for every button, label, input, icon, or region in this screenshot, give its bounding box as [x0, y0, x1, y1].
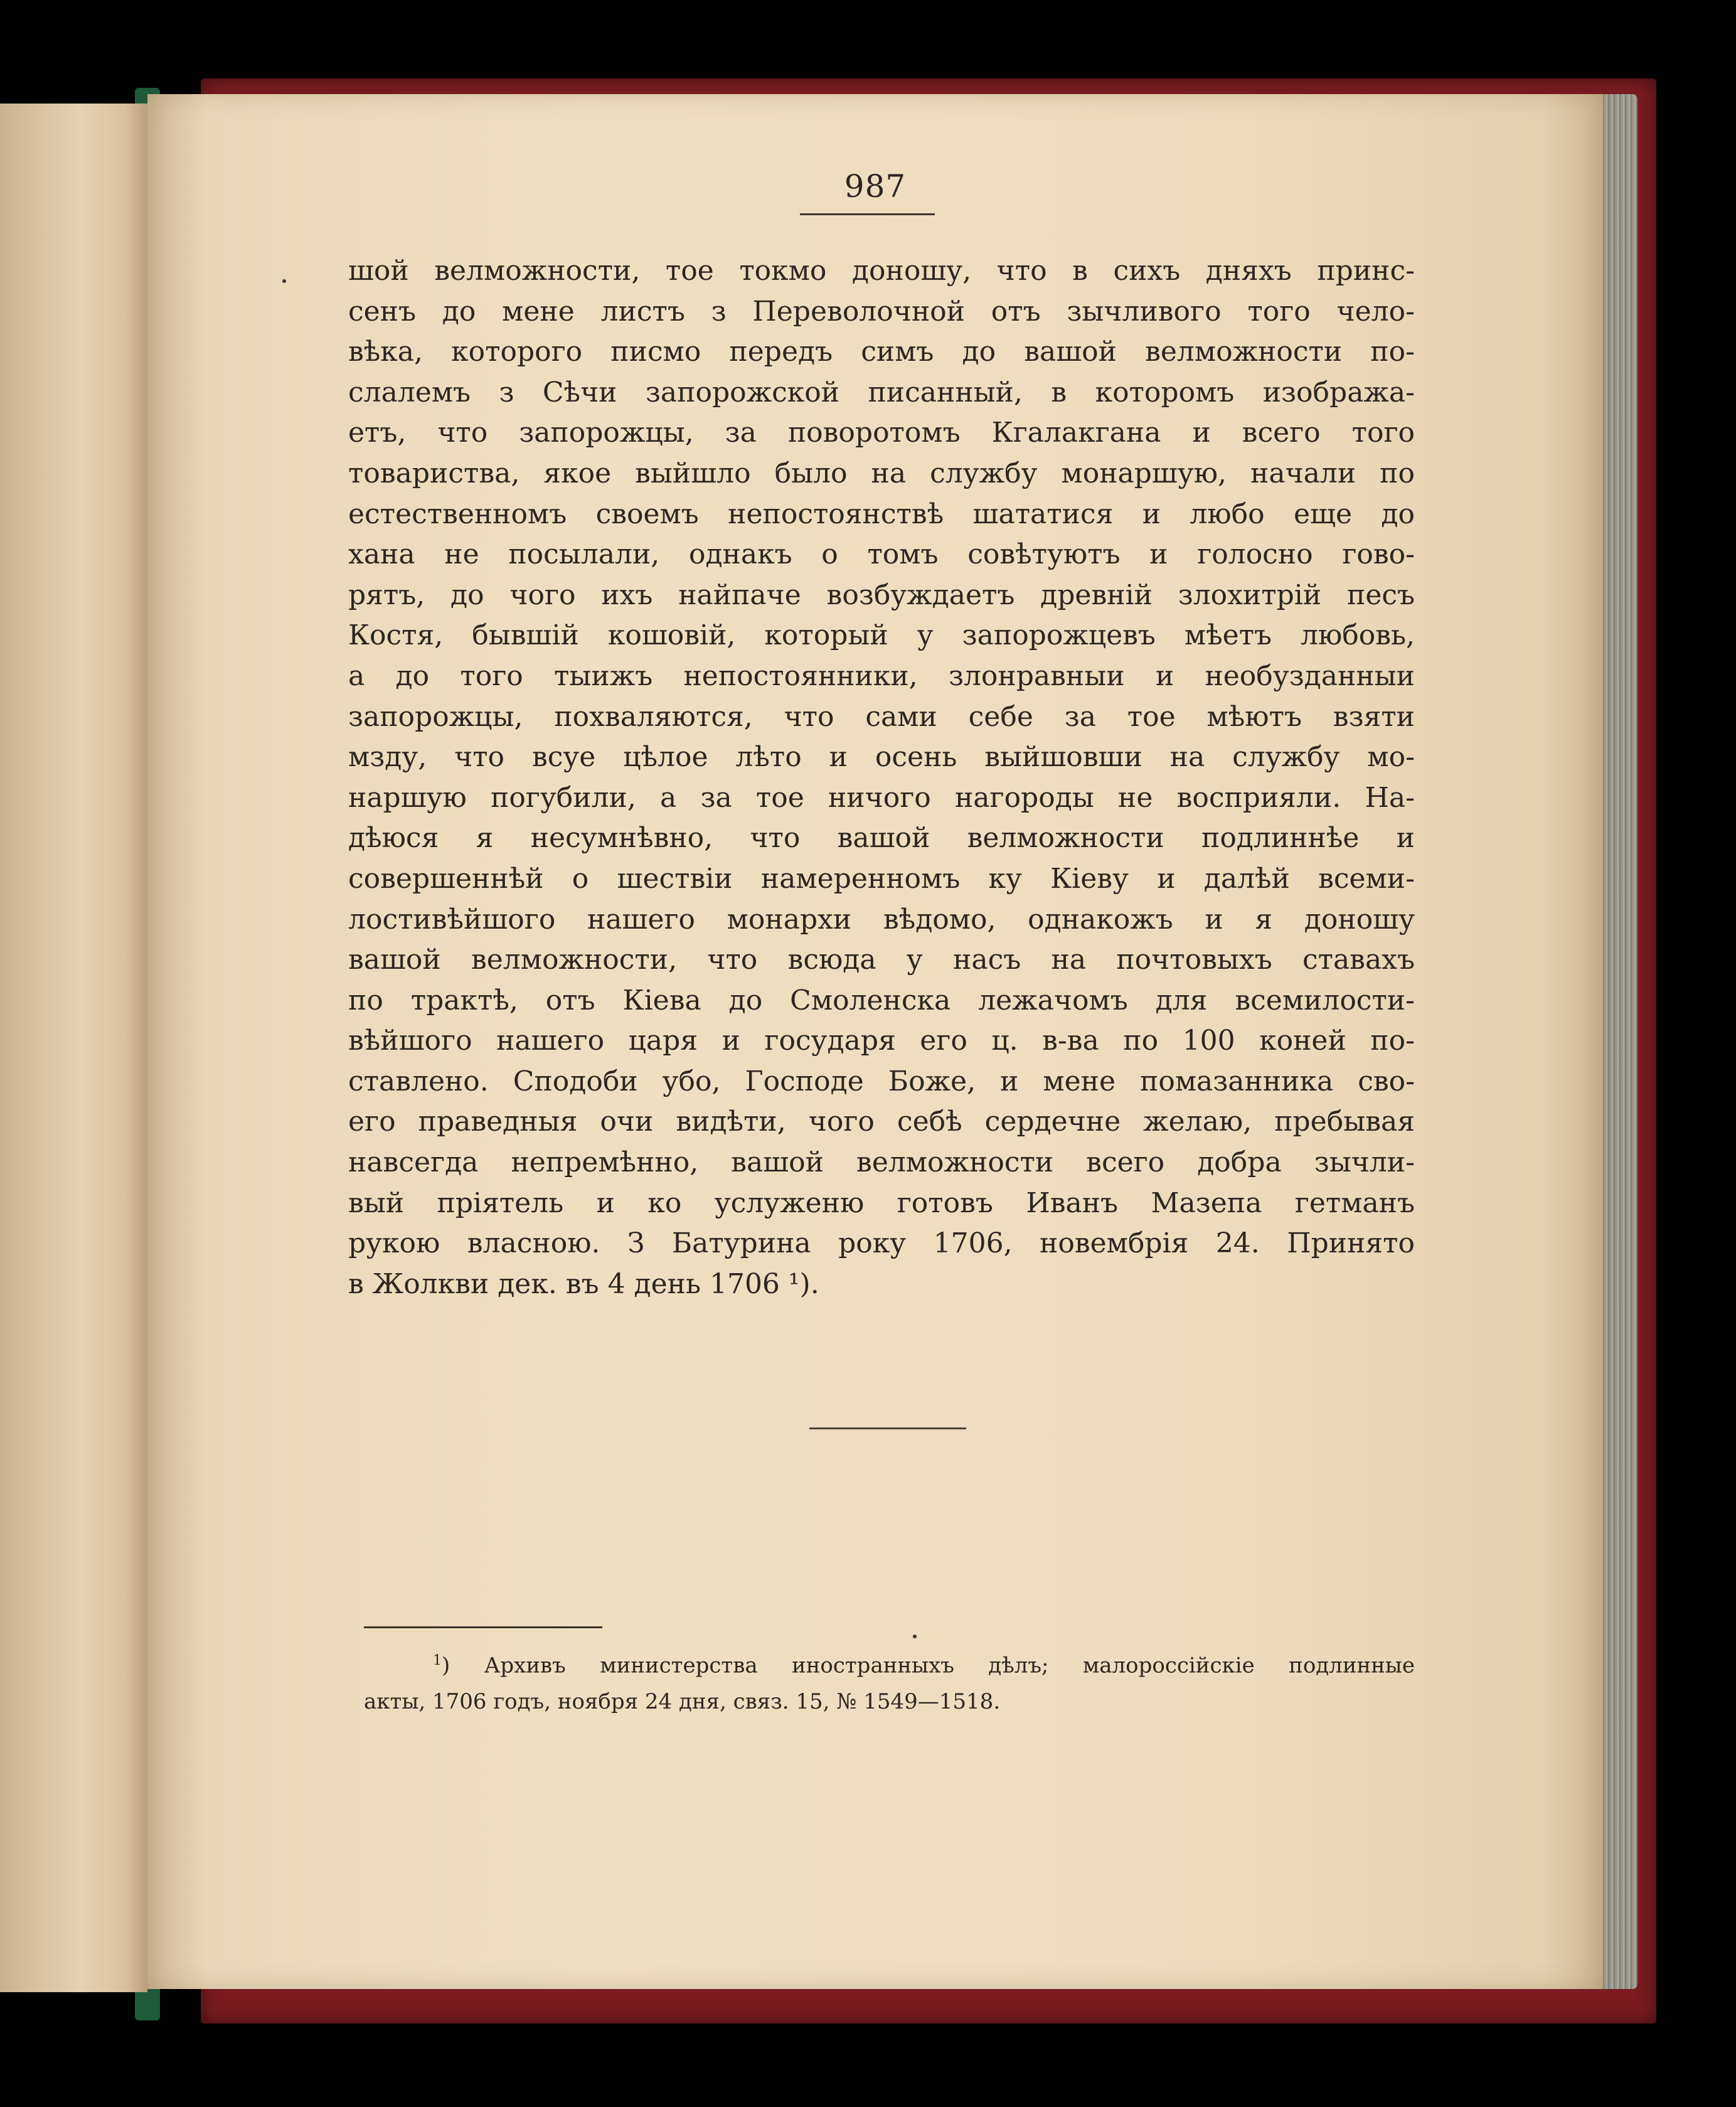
text-line: рукою власною. З Батурина року 1706, новембрія 24. Принято [348, 1227, 1415, 1260]
text-line: навсегда непремѣнно, вашой велможности всего добра зычли- [348, 1146, 1415, 1179]
text-line: вый пріятель и ко услуженю готовъ Иванъ Мазепа гетманъ [348, 1187, 1415, 1219]
footnote-marker: 1 [433, 1653, 442, 1668]
text-line: товариства, якое выйшло было на службу монаршую, начали по [348, 457, 1415, 489]
text-line: ставлено. Сподоби убо, Господе Боже, и мене помазанника сво- [348, 1065, 1415, 1097]
page-number-rule [800, 213, 935, 215]
text-line: а до того тыижъ непостоянники, злонравныи и необузданныи [348, 659, 1415, 692]
text-line: вашой велможности, что всюда у насъ на почтовыхъ ставахъ [348, 944, 1415, 976]
text-line: шой велможности, тое токмо доношу, что в сихъ дняхъ принс- [348, 255, 1415, 287]
text-line: сенъ до мене листъ з Переволочной отъ зычливого того чело- [348, 295, 1415, 328]
text-line: мзду, что всуе цѣлое лѣто и осень выйшовши на службу мо- [348, 741, 1415, 774]
body-text [348, 251, 1415, 1304]
facing-page [0, 104, 147, 1992]
paper-speck [913, 1635, 917, 1638]
section-end-rule [809, 1427, 966, 1429]
paper-speck [282, 279, 286, 283]
footnote-line: акты, 1706 годъ, ноября 24 дня, связ. 15, № 1549—1518. [364, 1689, 1001, 1715]
text-line: совершеннѣй о шествіи намеренномъ ку Кіеву и далѣй всеми- [348, 862, 1415, 895]
text-line: лостивѣйшого нашего монархи вѣдомо, однакожъ и я доношу [348, 903, 1415, 936]
text-line: его праведныя очи видѣти, чого себѣ сердечне желаю, пребывая [348, 1106, 1415, 1138]
footnote [364, 1643, 1415, 1720]
text-line: естественномъ своемъ непостоянствѣ шататися и любо еще до [348, 498, 1415, 530]
text-line: по трактѣ, отъ Кіева до Смоленска лежачомъ для всемилости- [348, 984, 1415, 1016]
text-line: запорожцы, похваляются, что сами себе за тое мѣютъ взяти [348, 700, 1415, 733]
text-line: рятъ, до чого ихъ найпаче возбуждаетъ древній злохитрій песъ [348, 579, 1415, 611]
footnote-text-1: ) Архивъ министерства иностранныхъ дѣлъ; малороссійскіе подлинные [442, 1653, 1415, 1678]
text-line: вѣка, которого писмо передъ симъ до вашой велможности по- [348, 336, 1415, 368]
text-line: вѣйшого нашего царя и государя его ц. в-ва по 100 коней по- [348, 1025, 1415, 1057]
text-line: слалемъ з Сѣчи запорожской писанный, в которомъ изобража- [348, 376, 1415, 408]
text-line: наршую погубили, а за тое ничого нагороды не восприяли. На- [348, 781, 1415, 814]
footnote-line [364, 1643, 1415, 1683]
text-line: в Жолкви дек. въ 4 день 1706 ¹). [348, 1267, 819, 1300]
text-line: етъ, что запорожцы, за поворотомъ Кгалакгана и всего того [348, 417, 1415, 449]
footnote-rule [364, 1626, 602, 1628]
text-line: дѣюся я несумнѣвно, что вашой велможности подлиннѣе и [348, 822, 1415, 855]
text-line: хана не посылали, однакъ о томъ совѣтуютъ и голосно гово- [348, 538, 1415, 571]
page-number: 987 [844, 168, 907, 205]
text-line: Костя, бывшій кошовій, который у запорожцевъ мѣетъ любовь, [348, 619, 1415, 652]
